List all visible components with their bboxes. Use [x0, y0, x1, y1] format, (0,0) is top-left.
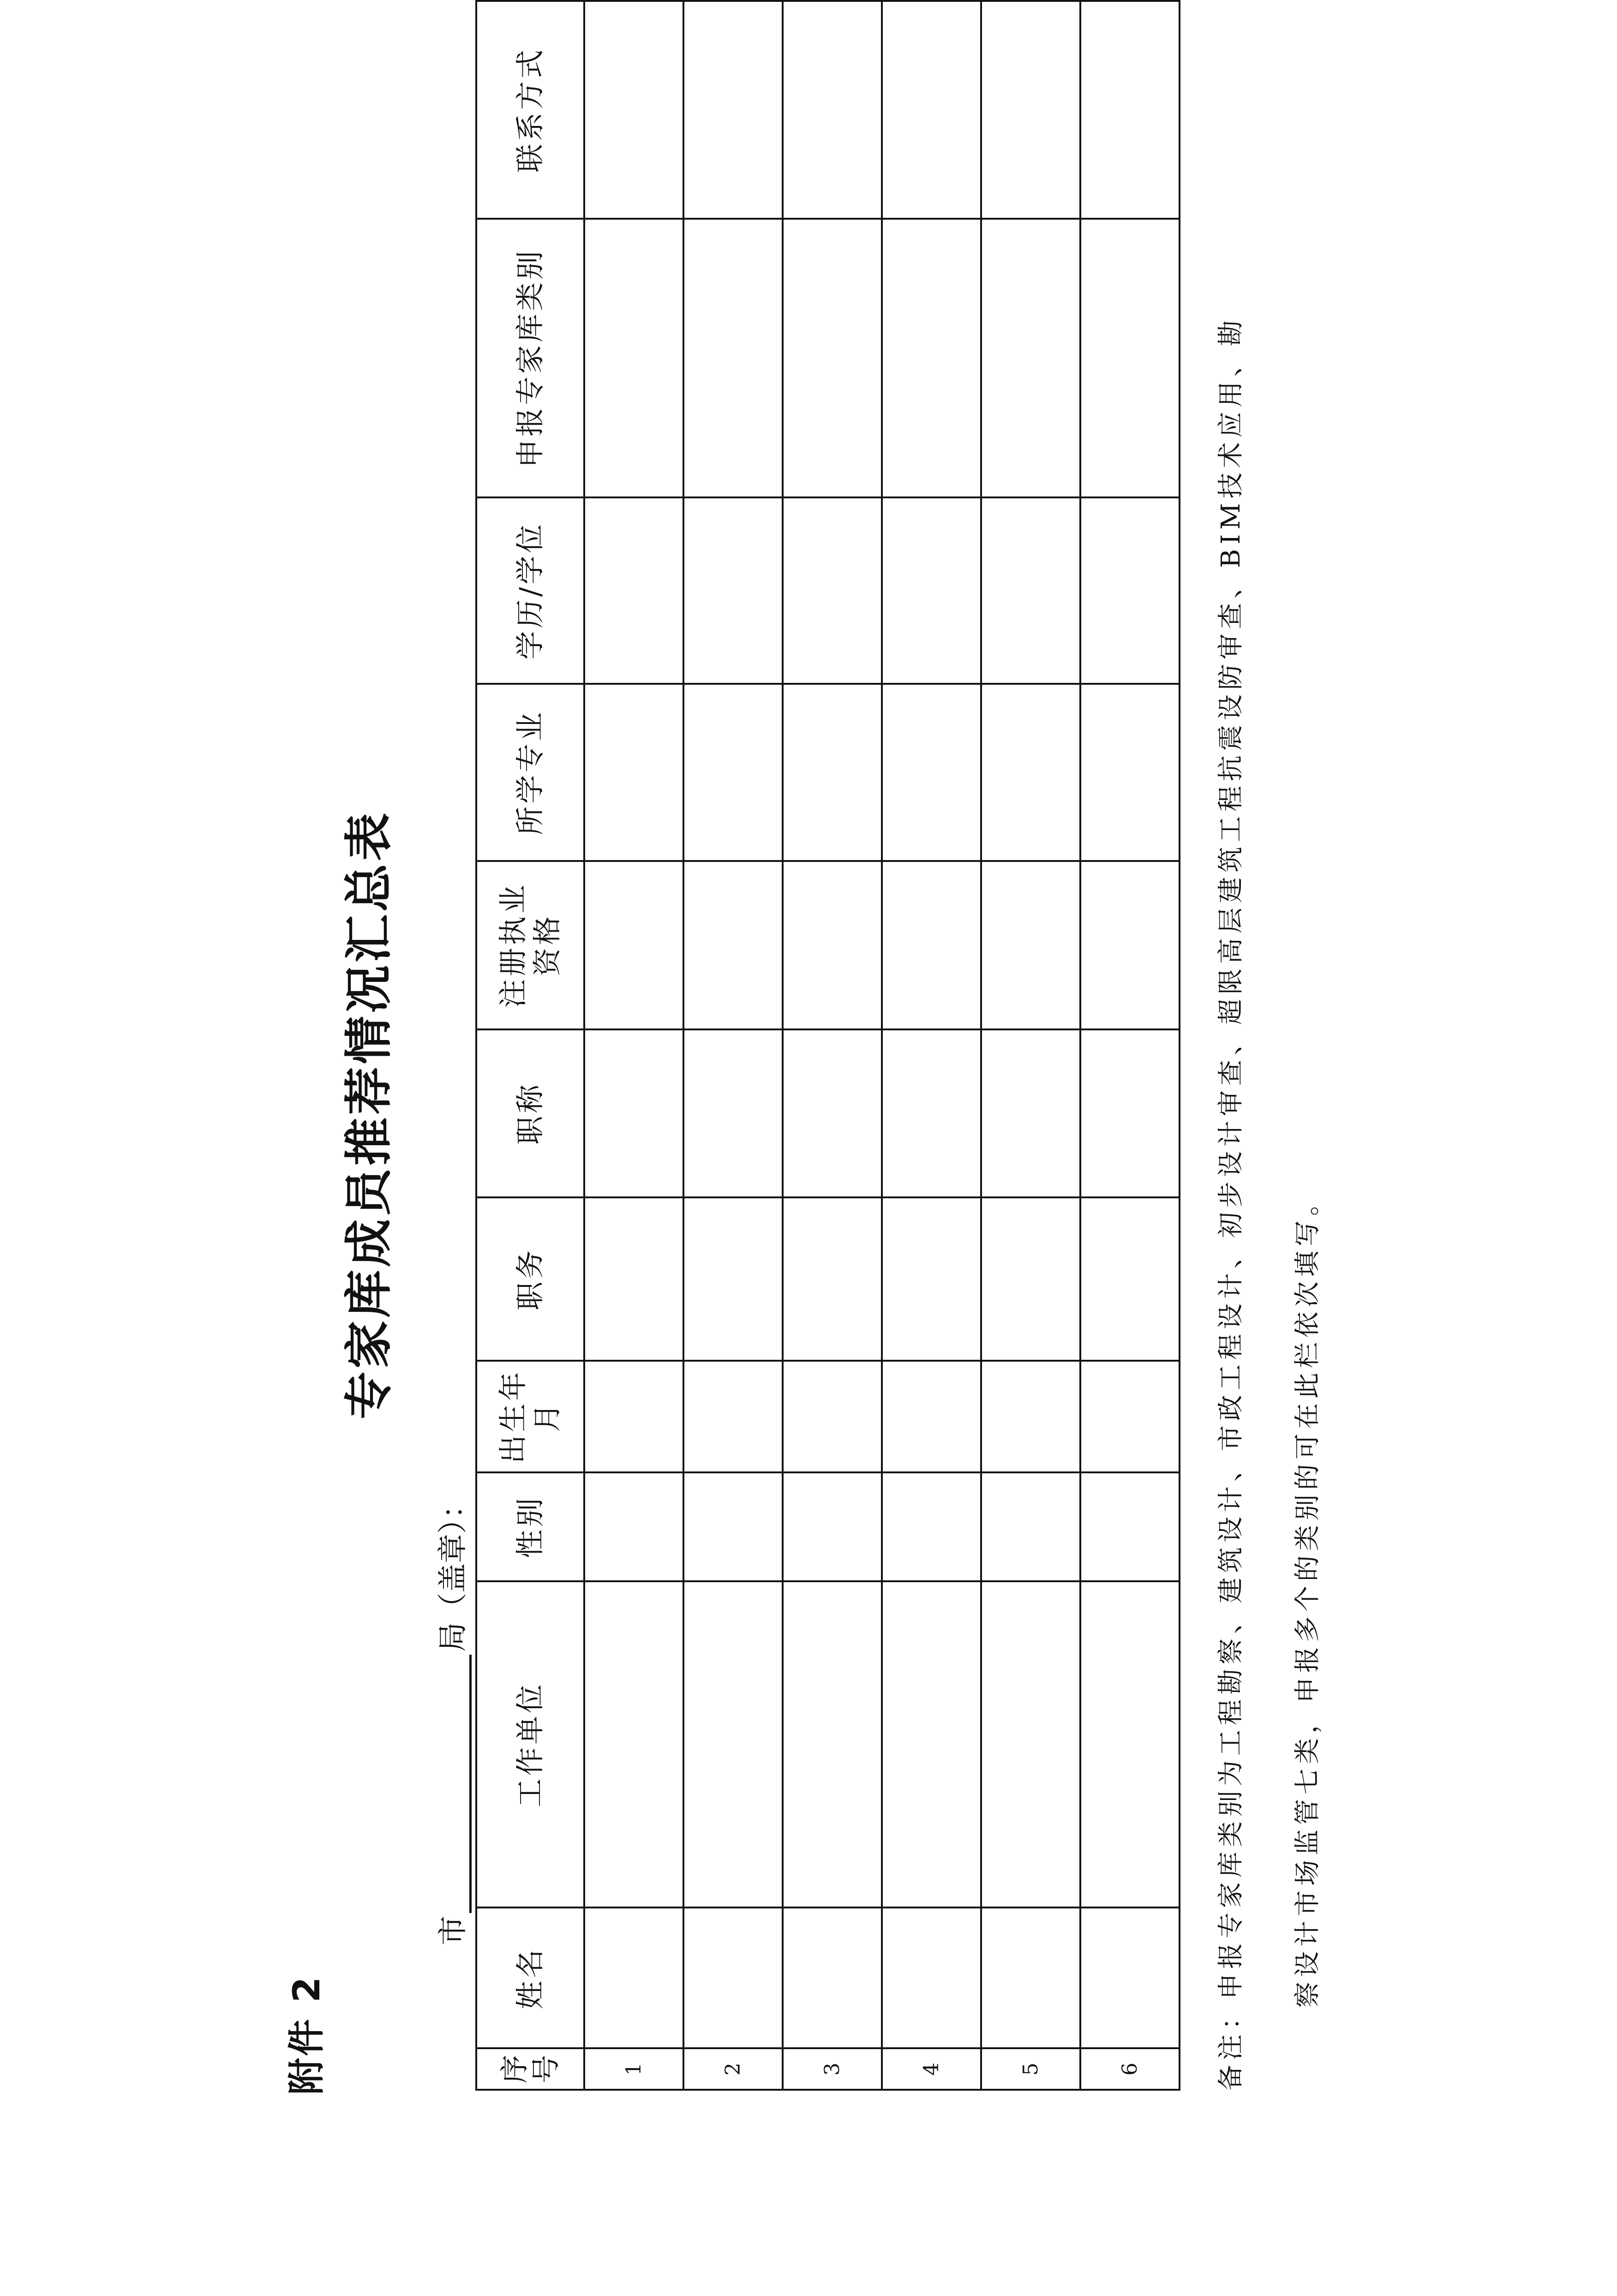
cell: [1080, 1907, 1180, 2048]
row-number: 1: [584, 2048, 683, 2090]
cell: [683, 861, 783, 1029]
cell: [683, 1029, 783, 1197]
table-row: [683, 1, 783, 2090]
remarks: [1218, 316, 1321, 2091]
bureau-name-blank: [437, 1655, 472, 1913]
cell: [584, 684, 683, 861]
col-header: 姓名: [476, 1907, 584, 2048]
cell: [584, 1197, 683, 1361]
cell: [783, 1472, 882, 1582]
col-header: 注册执业资格: [476, 861, 584, 1029]
cell: [882, 497, 981, 684]
row-number: 6: [1080, 2048, 1180, 2090]
cell: [783, 1581, 882, 1907]
col-header: 联系方式: [476, 1, 584, 219]
cell: [882, 1361, 981, 1472]
cell: [683, 1197, 783, 1361]
attachment-label: 附件 2: [285, 1975, 328, 2095]
col-header: 序号: [476, 2048, 584, 2090]
cell: [882, 219, 981, 497]
cell: [981, 1, 1080, 219]
table-row: [981, 1, 1080, 2090]
col-header: 性别: [476, 1472, 584, 1582]
cell: [683, 1361, 783, 1472]
remark-line: 察设计市场监管七类，申报多个的类别的可在此栏依次填写。: [1293, 1185, 1323, 2008]
cell: [981, 219, 1080, 497]
cell: [1080, 497, 1180, 684]
cell: [584, 1472, 683, 1582]
row-number: 5: [981, 2048, 1080, 2090]
cell: [683, 1907, 783, 2048]
col-header: 学历/学位: [476, 497, 584, 684]
row-number: 4: [882, 2048, 981, 2090]
table-row: [783, 1, 882, 2090]
cell: [1080, 1361, 1180, 1472]
cell: [981, 1472, 1080, 1582]
cell: [1080, 1, 1180, 219]
cell: [783, 684, 882, 861]
col-header: 出生年月: [476, 1361, 584, 1472]
cell: [584, 1907, 683, 2048]
cell: [981, 1029, 1080, 1197]
page-title: 专家库成员推荐情况汇总表: [341, 810, 397, 1419]
col-header: 职称: [476, 1029, 584, 1197]
cell: [981, 684, 1080, 861]
cell: [1080, 219, 1180, 497]
cell: [783, 1029, 882, 1197]
cell: [1080, 684, 1180, 861]
row-number: 3: [783, 2048, 882, 2090]
cell: [1080, 1472, 1180, 1582]
col-header: 所学专业: [476, 684, 584, 861]
cell: [783, 219, 882, 497]
cell: [783, 861, 882, 1029]
table-row: [1080, 1, 1180, 2090]
cell: [1080, 1029, 1180, 1197]
row-number: 2: [683, 2048, 783, 2090]
cell: [584, 1029, 683, 1197]
cell: [981, 1361, 1080, 1472]
cell: [981, 861, 1080, 1029]
cell: [1080, 1197, 1180, 1361]
cell: [783, 1, 882, 219]
cell: [683, 1, 783, 219]
cell: [584, 1, 683, 219]
cell: [882, 1, 981, 219]
cell: [683, 684, 783, 861]
col-header: 职务: [476, 1197, 584, 1361]
cell: [882, 684, 981, 861]
cell: [783, 1361, 882, 1472]
city-label: 市: [436, 1916, 470, 1945]
table-row: [882, 1, 981, 2090]
cell: [882, 1581, 981, 1907]
cell: [981, 1907, 1080, 2048]
city-bureau-line: [429, 1489, 472, 1945]
cell: [683, 1472, 783, 1582]
cell: [584, 219, 683, 497]
cell: [584, 1361, 683, 1472]
cell: [882, 861, 981, 1029]
cell: [981, 1581, 1080, 1907]
col-header: 申报专家库类别: [476, 219, 584, 497]
cell: [1080, 861, 1180, 1029]
cell: [584, 1581, 683, 1907]
cell: [783, 1907, 882, 2048]
cell: [584, 861, 683, 1029]
remark-line: 备注：申报专家库类别为工程勘察、建筑设计、市政工程设计、初步设计审查、超限高层建筑工程抗震设防审查、BIM技术应用、勘: [1216, 316, 1246, 2091]
col-header: 工作单位: [476, 1581, 584, 1907]
cell: [683, 497, 783, 684]
cell: [882, 1907, 981, 2048]
table-header-row: [476, 1, 584, 2090]
cell: [882, 1029, 981, 1197]
cell: [882, 1472, 981, 1582]
cell: [584, 497, 683, 684]
cell: [683, 1581, 783, 1907]
cell: [783, 497, 882, 684]
cell: [1080, 1581, 1180, 1907]
expert-summary-table: [475, 0, 1180, 2091]
cell: [981, 497, 1080, 684]
cell: [882, 1197, 981, 1361]
cell: [683, 219, 783, 497]
cell: [783, 1197, 882, 1361]
table-row: [584, 1, 683, 2090]
bureau-seal-label: 局（盖章）：: [436, 1489, 470, 1652]
cell: [981, 1197, 1080, 1361]
